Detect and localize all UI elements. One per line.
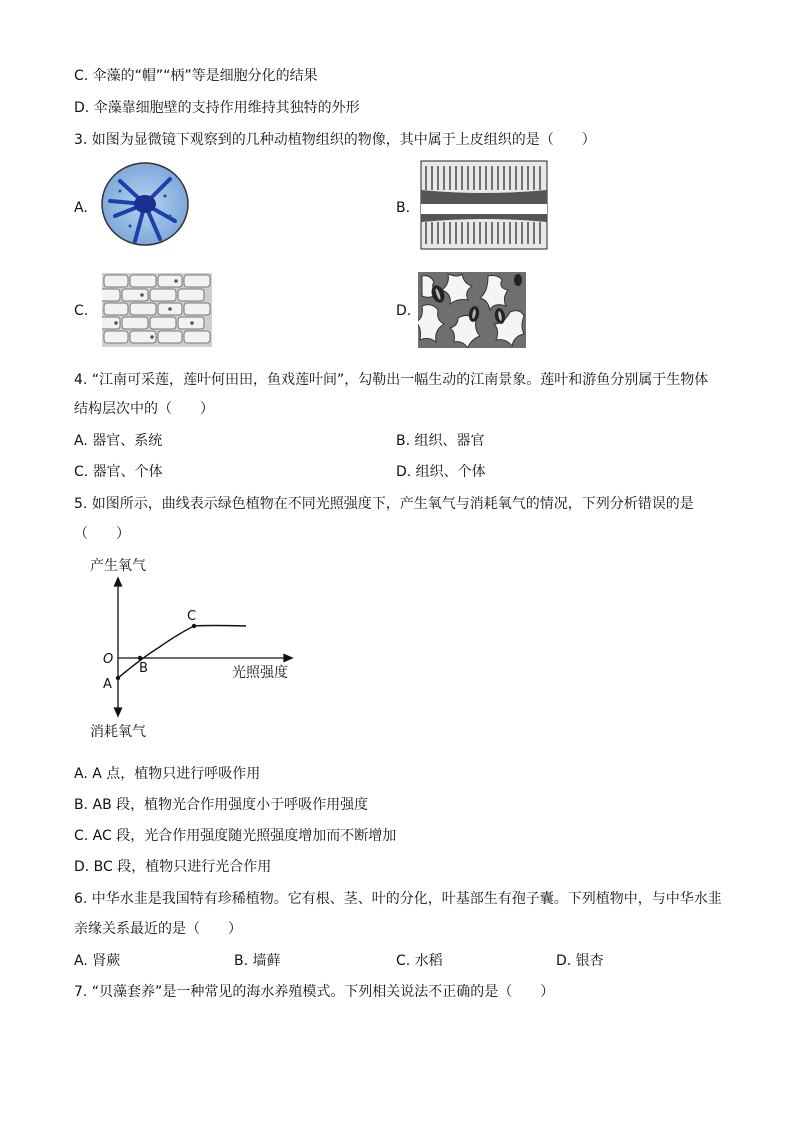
q6-option-a: A. 肾蕨 [74, 953, 121, 969]
q4-stem-line2: 结构层次中的（ ） [74, 401, 214, 417]
q6-option-b: B. 墙藓 [234, 953, 281, 969]
y-axis [115, 578, 122, 716]
q5-option-d: D. BC 段，植物只进行光合作用 [74, 859, 272, 875]
q3-stem: 3. 如图为显微镜下观察到的几种动植物组织的物像，其中属于上皮组织的是（ ） [74, 132, 596, 148]
x-axis-label: 光照强度 [232, 665, 288, 681]
point-b-label: B [139, 661, 148, 676]
point-b-marker [138, 656, 142, 660]
q5-stem-line2: （ ） [74, 526, 130, 542]
q3-option-c-label: C. [74, 303, 89, 319]
q4-option-d: D. 组织、个体 [396, 464, 486, 480]
q4-option-a: A. 器官、系统 [74, 433, 163, 449]
q7-stem: 7. “贝藻套养”是一种常见的海水养殖模式。下列相关说法不正确的是（ ） [74, 984, 555, 1000]
q3-option-b-label: B. [396, 200, 411, 216]
q2-option-c: C. 伞藻的“帽”“柄”等是细胞分化的结果 [74, 68, 318, 84]
y-axis-bottom-label: 消耗氧气 [90, 724, 146, 740]
q4-stem-line1: 4. “江南可采莲，莲叶何田田，鱼戏莲叶间”，勾勒出一幅生动的江南景象。莲叶和游鱼分别属于生物体 [74, 372, 709, 388]
q3-option-d-image [418, 272, 526, 352]
q5-oxygen-graph [86, 552, 306, 746]
q5-option-b: B. AB 段，植物光合作用强度小于呼吸作用强度 [74, 797, 369, 813]
oxygen-curve [118, 626, 246, 679]
q3-option-d-label: D. [396, 303, 412, 319]
q6-stem-line1: 6. 中华水韭是我国特有珍稀植物。它有根、茎、叶的分化，叶基部生有孢子囊。下列植物中，与中华水韭 [74, 891, 722, 907]
origin-label: O [103, 652, 114, 667]
q6-option-d: D. 银杏 [556, 953, 604, 969]
point-a-label: A [103, 677, 112, 692]
q6-stem-line2: 亲缘关系最近的是（ ） [74, 921, 242, 937]
q5-option-c: C. AC 段，光合作用强度随光照强度增加而不断增加 [74, 828, 397, 844]
q2-option-d: D. 伞藻靠细胞壁的支持作用维持其独特的外形 [74, 100, 360, 116]
q5-stem-line1: 5. 如图所示，曲线表示绿色植物在不同光照强度下，产生氧气与消耗氧气的情况，下列分析错误的是 [74, 496, 694, 512]
q4-option-c: C. 器官、个体 [74, 464, 163, 480]
q6-option-c: C. 水稻 [396, 953, 443, 969]
q3-option-c-image [102, 273, 212, 351]
q5-option-a: A. A 点，植物只进行呼吸作用 [74, 766, 261, 782]
q3-option-a-label: A. [74, 200, 88, 216]
point-a-marker [116, 676, 120, 680]
point-c-label: C [187, 609, 197, 624]
q4-option-b: B. 组织、器官 [396, 433, 485, 449]
y-axis-top-label: 产生氧气 [90, 558, 146, 574]
q3-option-b-image [420, 160, 548, 254]
point-c-marker [192, 624, 196, 628]
q3-option-a-image [100, 161, 190, 251]
